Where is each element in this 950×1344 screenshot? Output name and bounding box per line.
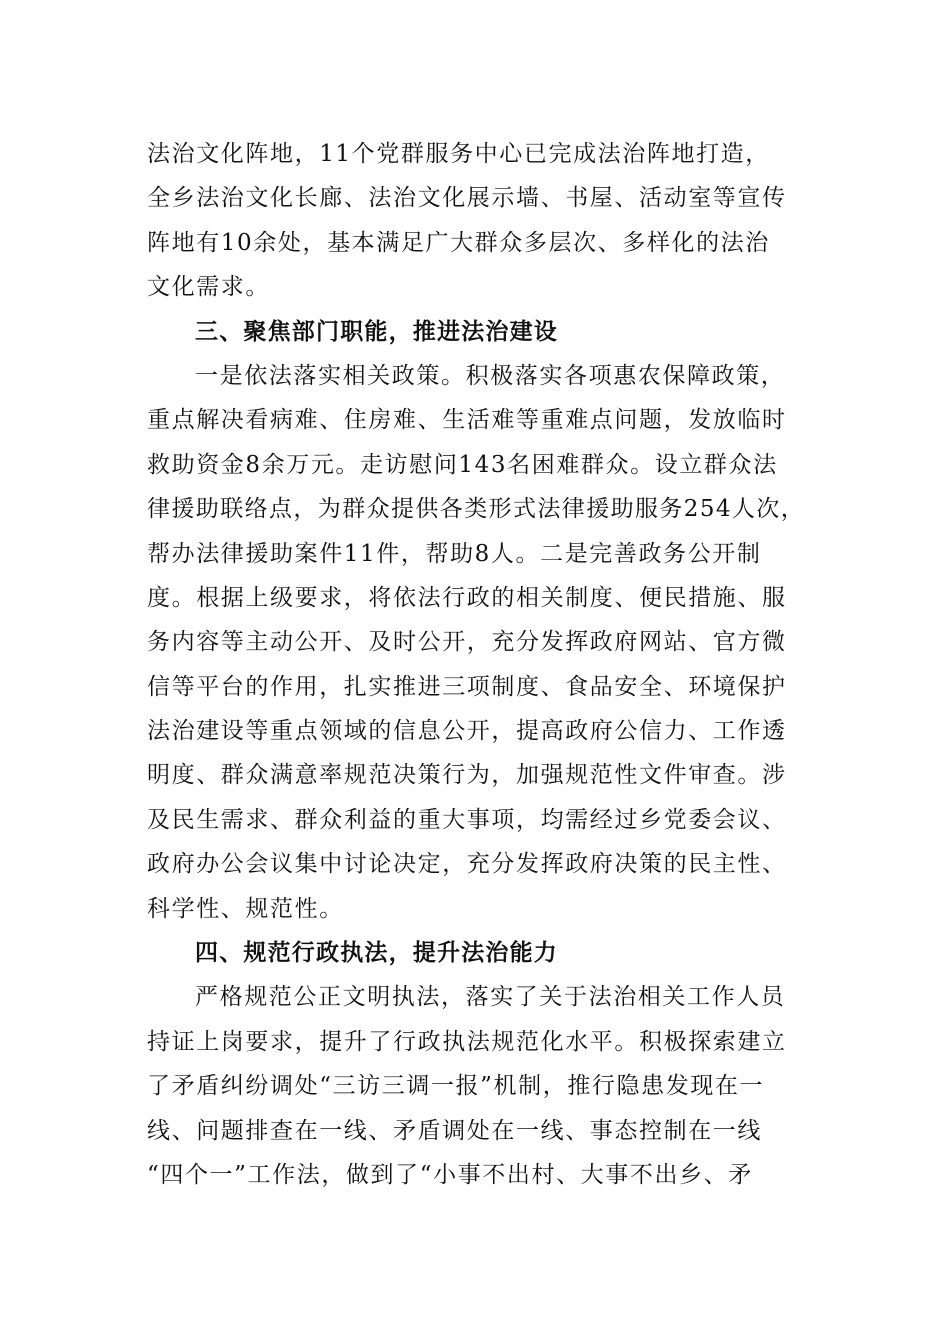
section-heading-4: 四、规范行政执法，提升法治能力: [195, 940, 558, 967]
body-line: “四个一”工作法，做到了“小事不出村、大事不出乡、矛: [147, 1161, 753, 1188]
body-line: 信等平台的作用，扎实推进三项制度、食品安全、环境保护: [147, 673, 787, 700]
document-body: [147, 132, 807, 1197]
body-line: 线、问题排查在一线、矛盾调处在一线、事态控制在一线: [147, 1117, 762, 1144]
body-line: 律援助联络点，为群众提供各类形式法律援助服务254人次，: [147, 496, 806, 523]
body-line: 度。根据上级要求，将依法行政的相关制度、便民措施、服: [147, 584, 787, 611]
body-line: 帮办法律援助案件11件，帮助8人。二是完善政务公开制: [147, 540, 762, 567]
paragraph-first-line: 严格规范公正文明执法，落实了关于法治相关工作人员: [195, 984, 786, 1011]
section-heading-3: 三、聚焦部门职能，推进法治建设: [195, 318, 558, 345]
body-line: 政府办公会议集中讨论决定，充分发挥政府决策的民主性、: [147, 851, 787, 878]
body-line: 阵地有10余处，基本满足广大群众多层次、多样化的法治: [147, 229, 770, 256]
body-line: 持证上岗要求，提升了行政执法规范化水平。积极探索建立: [147, 1028, 787, 1055]
body-line: 务内容等主动公开、及时公开，充分发挥政府网站、官方微: [147, 629, 787, 656]
body-line: 了矛盾纠纷调处“三访三调一报”机制，推行隐患发现在一: [147, 1073, 765, 1100]
body-line: 法治建设等重点领域的信息公开，提高政府公信力、工作透: [147, 718, 787, 745]
body-line: 全乡法治文化长廊、法治文化展示墙、书屋、活动室等宣传: [147, 185, 787, 212]
paragraph-first-line: 一是依法落实相关政策。积极落实各项惠农保障政策，: [195, 362, 786, 389]
body-line: 及民生需求、群众利益的重大事项，均需经过乡党委会议、: [147, 806, 787, 833]
body-line: 明度、群众满意率规范决策行为，加强规范性文件审查。涉: [147, 762, 787, 789]
body-line: 法治文化阵地，11个党群服务中心已完成法治阵地打造，: [147, 141, 770, 167]
body-line: 重点解决看病难、住房难、生活难等重难点问题，发放临时: [147, 407, 787, 434]
body-line: 科学性、规范性。: [147, 895, 344, 922]
body-line: 文化需求。: [147, 274, 270, 301]
body-line: 救助资金8余万元。走访慰问143名困难群众。设立群众法: [147, 451, 778, 478]
